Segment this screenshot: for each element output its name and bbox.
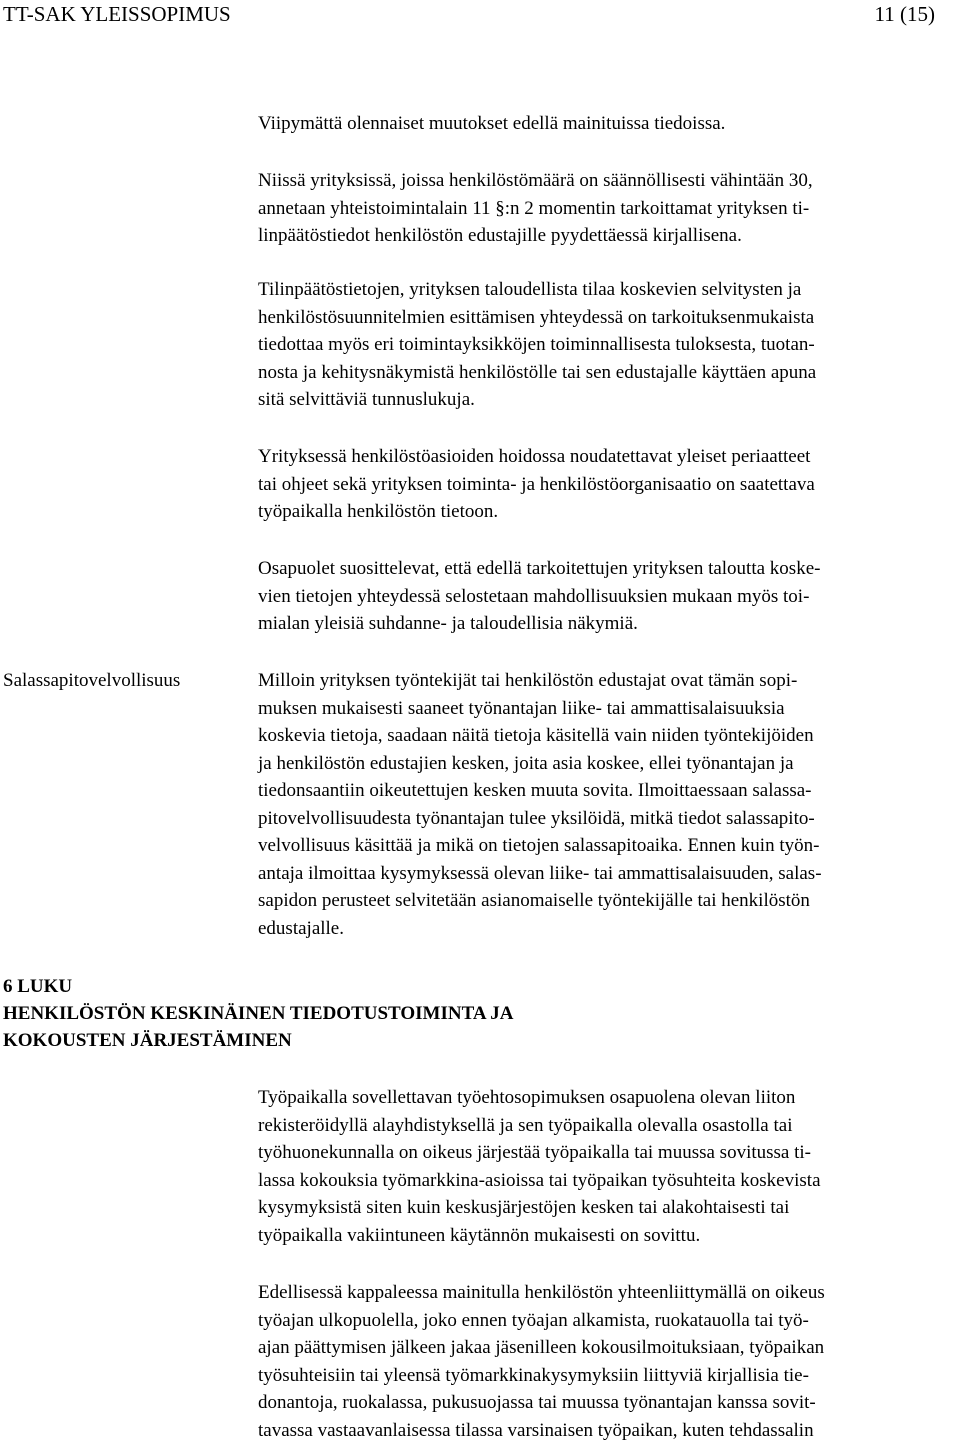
- paragraph-line: linpäätöstiedot henkilöstön edustajille pyydettäessä kirjallisena.: [258, 225, 742, 246]
- paragraph-line: tiedonsaantiin oikeutettujen kesken muuta sovita. Ilmoittaessaan salassa-: [258, 780, 812, 801]
- paragraph-line: henkilöstösuunnitelmien esittämisen yhteydessä on tarkoituksenmukaista: [258, 306, 815, 328]
- paragraph-meetings: [258, 1084, 958, 1249]
- paragraph-line: vien tietojen yhteydessä selostetaan mahdollisuuksien mukaan myös toi-: [258, 585, 810, 607]
- paragraph-line: antaja ilmoittaa kysymyksessä olevan liike- tai ammattisalaisuuden, salas-: [258, 862, 822, 884]
- paragraph-line: Viipymättä olennaiset muutokset edellä mainituissa tiedoissa.: [258, 113, 726, 134]
- paragraph-personnel-principles: [258, 443, 958, 526]
- page-number: 11 (15): [874, 2, 935, 26]
- paragraph-line: Edellisessä kappaleessa mainitulla henkilöstön yhteenliittymällä on oikeus: [258, 1282, 825, 1303]
- paragraph-line: Yrityksessä henkilöstöasioiden hoidossa noudatettavat yleiset periaatteet: [258, 446, 811, 467]
- paragraph-line: työsuhteisiin tai yleensä työmarkkinakysymyksiin liittyviä kirjallisia tie-: [258, 1364, 809, 1386]
- paragraph-line: mialan yleisiä suhdanne- ja taloudellisia näkymiä.: [258, 613, 638, 634]
- paragraph-line: työpaikalla vakiintuneen käytännön mukaisesti on sovittu.: [258, 1224, 701, 1246]
- paragraph-line: Työpaikalla sovellettavan työehtosopimuksen osapuolena olevan liiton: [258, 1087, 796, 1108]
- paragraph-financial-statements: [258, 167, 958, 250]
- section-side-label: Salassapitovelvollisuus: [3, 670, 181, 691]
- paragraph-line: kysymyksistä siten kuin keskusjärjestöjen kesken tai alakohtaisesti tai: [258, 1197, 790, 1218]
- paragraph-line: työhuonekunnalla on oikeus järjestää työpaikalla tai muussa sovitussa ti-: [258, 1142, 811, 1163]
- paragraph-line: tiedottaa myös eri toimintayksikköjen toiminnallisesta tuloksesta, tuotan-: [258, 334, 815, 355]
- paragraph-line: lassa kokouksia työmarkkina-asioissa tai työpaikan työsuhteita koskevista: [258, 1169, 821, 1191]
- paragraph-line: Tilinpäätöstietojen, yrityksen taloudellista tilaa koskevien selvitysten ja: [258, 279, 802, 300]
- paragraph-changes: [258, 110, 958, 138]
- paragraph-line: nosta ja kehitysnäkymistä henkilöstölle tai sen edustajalle käyttäen apuna: [258, 361, 817, 383]
- paragraph-line: edustajalle.: [258, 917, 344, 939]
- paragraph-line: ajan päättymisen jälkeen jakaa jäsenilleen kokousilmoituksiaan, työpaikan: [258, 1337, 825, 1358]
- paragraph-line: työajan ulkopuolella, joko ennen työajan alkamista, ruokatauolla tai työ-: [258, 1309, 809, 1331]
- paragraph-line: ja henkilöstön edustajien kesken, joita asia koskee, ellei työnantajan ja: [258, 752, 794, 774]
- chapter-heading: [3, 973, 514, 1054]
- paragraph-line: donantoja, ruokalassa, pukusuojassa tai muussa työnantajan kanssa sovit-: [258, 1392, 816, 1413]
- paragraph-line: työpaikalla henkilöstön tietoon.: [258, 501, 499, 522]
- paragraph-informing-results: [258, 276, 958, 414]
- chapter-title-line: KOKOUSTEN JÄRJESTÄMINEN: [3, 1030, 292, 1051]
- paragraph-line: rekisteröidyllä alayhdistyksellä ja sen työpaikalla olevalla osastolla tai: [258, 1114, 793, 1136]
- paragraph-line: Osapuolet suosittelevat, että edellä tarkoitettujen yrityksen taloutta koske-: [258, 558, 821, 579]
- chapter-number: 6 LUKU: [3, 976, 73, 997]
- paragraph-line: muksen mukaisesti saaneet työnantajan liike- tai ammattisalaisuuksia: [258, 697, 785, 719]
- chapter-title-line: HENKILÖSTÖN KESKINÄINEN TIEDOTUSTOIMINTA JA: [3, 1003, 514, 1024]
- paragraph-line: sitä selvittäviä tunnuslukuja.: [258, 389, 475, 410]
- paragraph-line: tai ohjeet sekä yrityksen toiminta- ja henkilöstöorganisaatio on saatettava: [258, 473, 815, 495]
- document-title: TT-SAK YLEISSOPIMUS: [3, 2, 231, 26]
- paragraph-outlook: [258, 555, 958, 638]
- paragraph-line: Milloin yrityksen työntekijät tai henkilöstön edustajat ovat tämän sopi-: [258, 670, 798, 691]
- paragraph-line: Niissä yrityksissä, joissa henkilöstömäärä on säännöllisesti vähintään 30,: [258, 170, 813, 191]
- paragraph-line: pitovelvollisuudesta työnantajan tulee yksilöidä, mitkä tiedot salassapito-: [258, 807, 815, 829]
- paragraph-line: annetaan yhteistoimintalain 11 §:n 2 momentin tarkoittamat yrityksen ti-: [258, 197, 810, 219]
- paragraph-distribution: [258, 1279, 958, 1444]
- paragraph-line: sapidon perusteet selvitetään asianomaiselle työntekijälle tai henkilöstön: [258, 890, 810, 911]
- page-header: [3, 0, 935, 28]
- paragraph-line: velvollisuus käsittää ja mikä on tietojen salassapitoaika. Ennen kuin työn-: [258, 835, 820, 856]
- paragraph-confidentiality: [258, 667, 958, 942]
- paragraph-line: tavassa vastaavanlaisessa tilassa varsinaisen työpaikan, kuten tehdassalin: [258, 1419, 814, 1441]
- paragraph-line: koskevia tietoja, saadaan näitä tietoja käsitellä vain niiden työntekijöiden: [258, 725, 814, 746]
